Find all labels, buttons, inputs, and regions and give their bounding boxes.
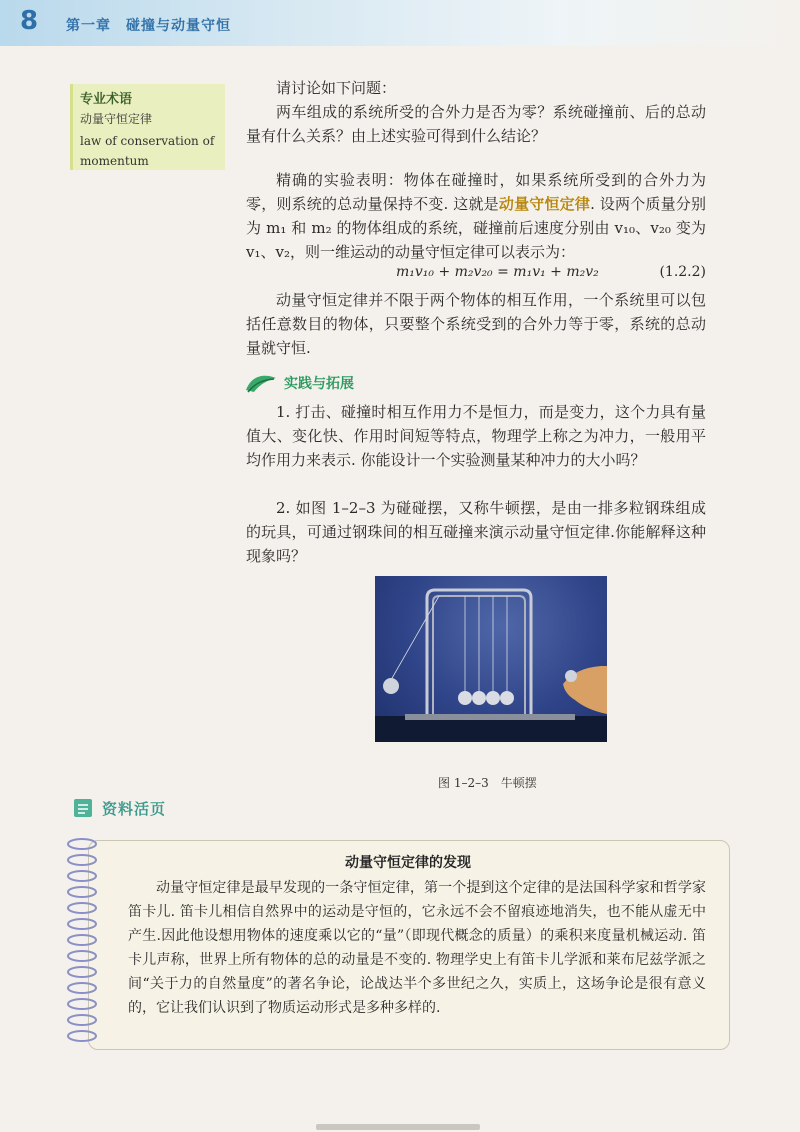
glossary-term-en: law of conservation of momentum [80,134,215,168]
reading-text: 动量守恒定律是最早发现的一条守恒定律，第一个提到这个定律的是法国科学家和哲学家笛卡儿. 笛卡儿相信自然界中的运动是守恒的，它永远不会不留痕迹地消失，也不能从虚无中产生.因此他设想用物体的速度乘以它的“量”（即现代概念的质量）的乘积来度量机械运动. 笛卡儿声称，世界上所有物体的总的动量是不变的. 物理学史上有笛卡儿学派和莱布尼兹学派之间“关于力的自然量度”的著名争论，论战达半个多世纪之久，实质上，这场争论是很有意义的，它让我们认识到了物质运动形式是多种多样的. [128,880,706,1016]
practice-item-2: 2. 如图 1–2–3 为碰碰摆，又称牛顿摆，是由一排多粒钢珠组成的玩具，可通过钢珠间的相互碰撞来演示动量守恒定律.你能解释这种现象吗？ [246,499,706,565]
glossary-term-cn: 动量守恒定律 [80,112,153,126]
equation-formula: m₁v₁₀ + m₂v₂₀ = m₁v₁ + m₂v₂ [396,264,599,280]
discussion-prompt: 请讨论如下问题： [276,79,397,97]
experiment-text-after: . 设两个质量分别为 m₁ 和 m₂ 的物体组成的系统，碰撞前后速度分别由 v₁₀、v₂₀ 变为 v₁、v₂，则一维运动的动量守恒定律可以表示为： [246,195,706,261]
practice-item-1: 1. 打击、碰撞时相互作用力不是恒力，而是变力，这个力具有量值大、变化快、作用时间短等特点，物理学上称之为冲力，一般用平均作用力来表示. 你能设计一个实验测量某种冲力的大小吗？ [246,403,706,469]
notebook-icon [72,797,94,819]
experiment-text-before: 精确的实验表明：物体在碰撞时，如果系统所受到的合外力为零，则系统的总动量保持不变. 这就是 [246,171,706,213]
chapter-title: 第一章 碰撞与动量守恒 [66,18,231,34]
reading-tag [72,796,166,820]
reading-label: 资料活页 [102,799,167,818]
practice-label: 实践与拓展 [284,376,354,392]
law-name-highlight: 动量守恒定律 [498,195,591,213]
page-bottom-bar [316,1124,480,1130]
newtons-cradle-illustration [375,576,607,742]
discussion-question: 两车组成的系统所受的合外力是否为零？系统碰撞前、后的总动量有什么关系？由上述实验可得到什么结论？ [246,103,706,145]
practice-heading [244,370,354,396]
momentum-equation [246,264,706,286]
figure-caption: 图 1–2–3 牛顿摆 [438,776,537,790]
page-number: 8 [20,6,39,36]
experiment-paragraph [246,168,706,264]
equation-number: (1.2.2) [659,264,706,280]
general-statement: 动量守恒定律并不限于两个物体的相互作用，一个系统里可以包括任意数目的物体，只要整个系统受到的合外力等于零，系统的总动量就守恒. [246,291,706,357]
page-header [0,0,800,46]
reading-title: 动量守恒定律的发现 [345,855,471,871]
newtons-cradle-photo [375,576,607,742]
glossary-heading: 专业术语 [80,92,133,107]
practice-leaf-icon [244,372,278,394]
